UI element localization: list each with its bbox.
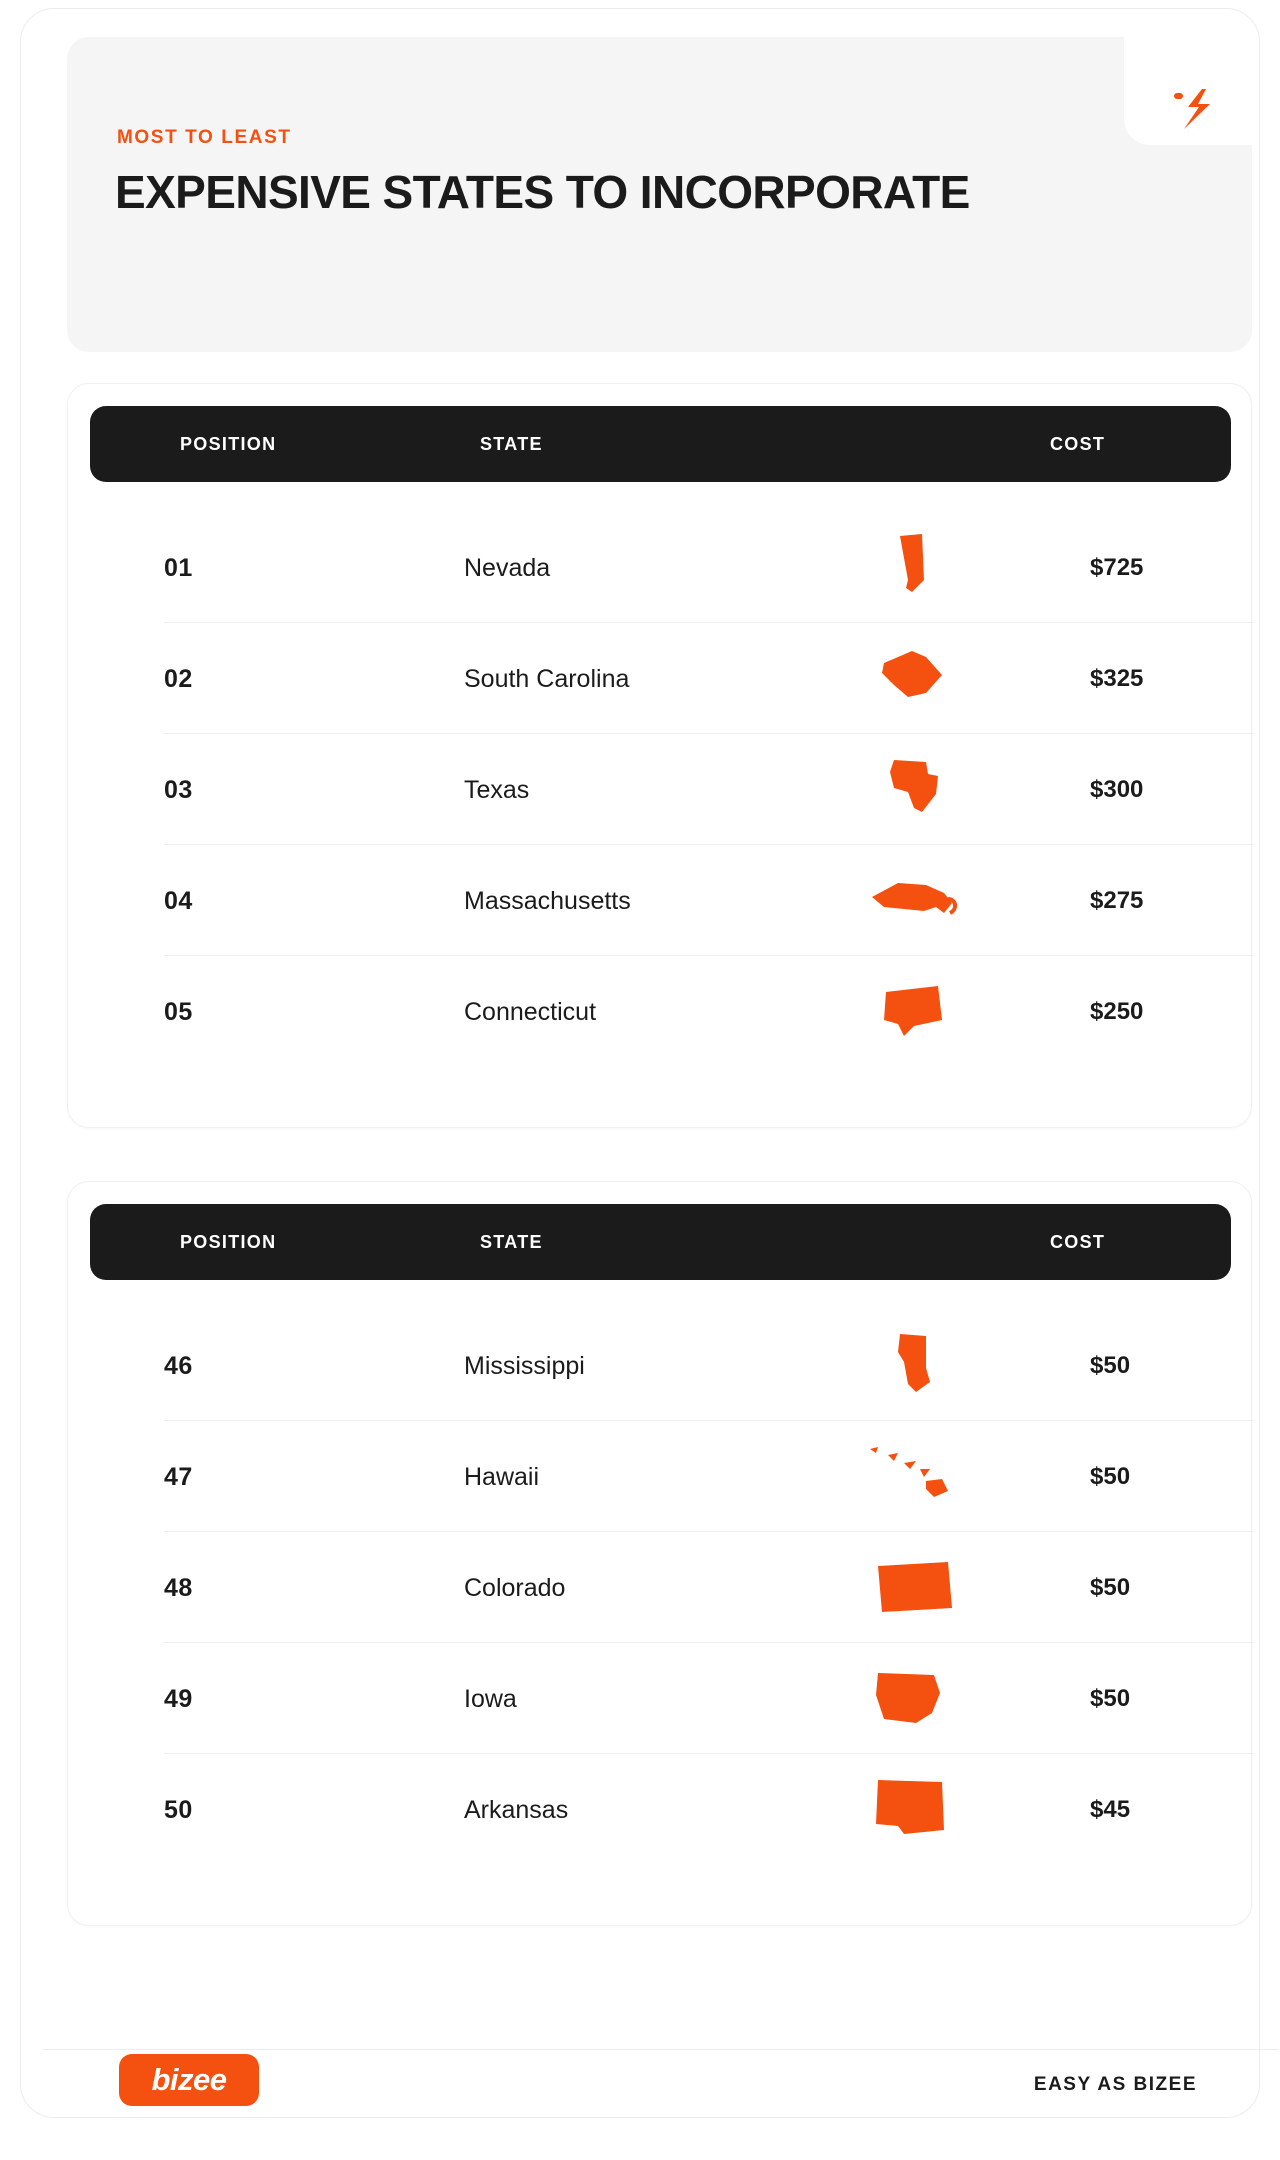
table-row bbox=[164, 1310, 1254, 1421]
column-header-state: STATE bbox=[480, 1232, 543, 1252]
south-carolina-shape-icon bbox=[864, 641, 994, 719]
column-header-cost: COST bbox=[1050, 434, 1106, 454]
table-row bbox=[164, 1532, 1254, 1643]
cell-state: Hawaii bbox=[464, 1463, 540, 1491]
cell-position: 01 bbox=[164, 554, 193, 582]
cell-state: Mississippi bbox=[464, 1352, 585, 1380]
cell-position: 03 bbox=[164, 776, 193, 804]
arkansas-shape-icon bbox=[864, 1772, 994, 1850]
cell-state: Massachusetts bbox=[464, 887, 631, 915]
cell-cost: $50 bbox=[1090, 1685, 1131, 1712]
table-most-expensive bbox=[67, 383, 1252, 1128]
cell-position: 49 bbox=[164, 1685, 193, 1713]
cell-cost: $325 bbox=[1090, 665, 1144, 692]
cell-position: 46 bbox=[164, 1352, 193, 1380]
footer-divider bbox=[43, 2049, 1279, 2050]
table-row bbox=[164, 845, 1254, 956]
cell-cost: $45 bbox=[1090, 1796, 1131, 1823]
header-kicker: MOST TO LEAST bbox=[117, 127, 292, 148]
table-body bbox=[164, 1310, 1254, 1865]
column-header-position: POSITION bbox=[180, 434, 277, 454]
hawaii-shape-icon bbox=[864, 1439, 994, 1517]
column-header-cost: COST bbox=[1050, 1232, 1106, 1252]
table-row bbox=[164, 512, 1254, 623]
cell-position: 47 bbox=[164, 1463, 193, 1491]
connecticut-shape-icon bbox=[864, 974, 994, 1052]
outer-card bbox=[20, 8, 1260, 2118]
cell-state: Colorado bbox=[464, 1574, 566, 1602]
cell-cost: $50 bbox=[1090, 1574, 1131, 1601]
table-row bbox=[164, 956, 1254, 1067]
table-row bbox=[164, 1754, 1254, 1865]
colorado-shape-icon bbox=[864, 1550, 994, 1628]
table-row bbox=[164, 1421, 1254, 1532]
cell-cost: $50 bbox=[1090, 1352, 1131, 1379]
cell-state: Connecticut bbox=[464, 998, 597, 1026]
cell-cost: $275 bbox=[1090, 887, 1144, 914]
cell-state: Nevada bbox=[464, 554, 551, 582]
cell-state: Iowa bbox=[464, 1685, 517, 1713]
nevada-shape-icon bbox=[864, 530, 994, 608]
cell-cost: $300 bbox=[1090, 776, 1144, 803]
table-body bbox=[164, 512, 1254, 1067]
column-header-state: STATE bbox=[480, 434, 543, 454]
mississippi-shape-icon bbox=[864, 1328, 994, 1406]
table-row bbox=[164, 623, 1254, 734]
footer-tagline: EASY AS BIZEE bbox=[1033, 2074, 1197, 2095]
cell-position: 05 bbox=[164, 998, 193, 1026]
massachusetts-shape-icon bbox=[864, 863, 994, 941]
header-panel bbox=[67, 37, 1252, 352]
cell-state: Texas bbox=[464, 776, 530, 804]
cell-cost: $250 bbox=[1090, 998, 1144, 1025]
bizee-logo-text: bizee bbox=[151, 2062, 227, 2097]
texas-shape-icon bbox=[864, 752, 994, 830]
cell-cost: $725 bbox=[1090, 554, 1144, 581]
table-header-row bbox=[90, 1204, 1231, 1280]
bizee-logo bbox=[119, 2054, 259, 2110]
cell-position: 04 bbox=[164, 887, 193, 915]
iowa-shape-icon bbox=[864, 1661, 994, 1739]
cell-position: 50 bbox=[164, 1796, 193, 1824]
cell-position: 02 bbox=[164, 665, 193, 693]
page-title: EXPENSIVE STATES TO INCORPORATE bbox=[115, 166, 970, 218]
table-least-expensive bbox=[67, 1181, 1252, 1926]
bizee-b-icon bbox=[1172, 87, 1214, 131]
table-row bbox=[164, 734, 1254, 845]
cell-cost: $50 bbox=[1090, 1463, 1131, 1490]
column-header-position: POSITION bbox=[180, 1232, 277, 1252]
table-header-row bbox=[90, 406, 1231, 482]
table-row bbox=[164, 1643, 1254, 1754]
cell-state: South Carolina bbox=[464, 665, 630, 693]
cell-position: 48 bbox=[164, 1574, 193, 1602]
cell-state: Arkansas bbox=[464, 1796, 569, 1824]
